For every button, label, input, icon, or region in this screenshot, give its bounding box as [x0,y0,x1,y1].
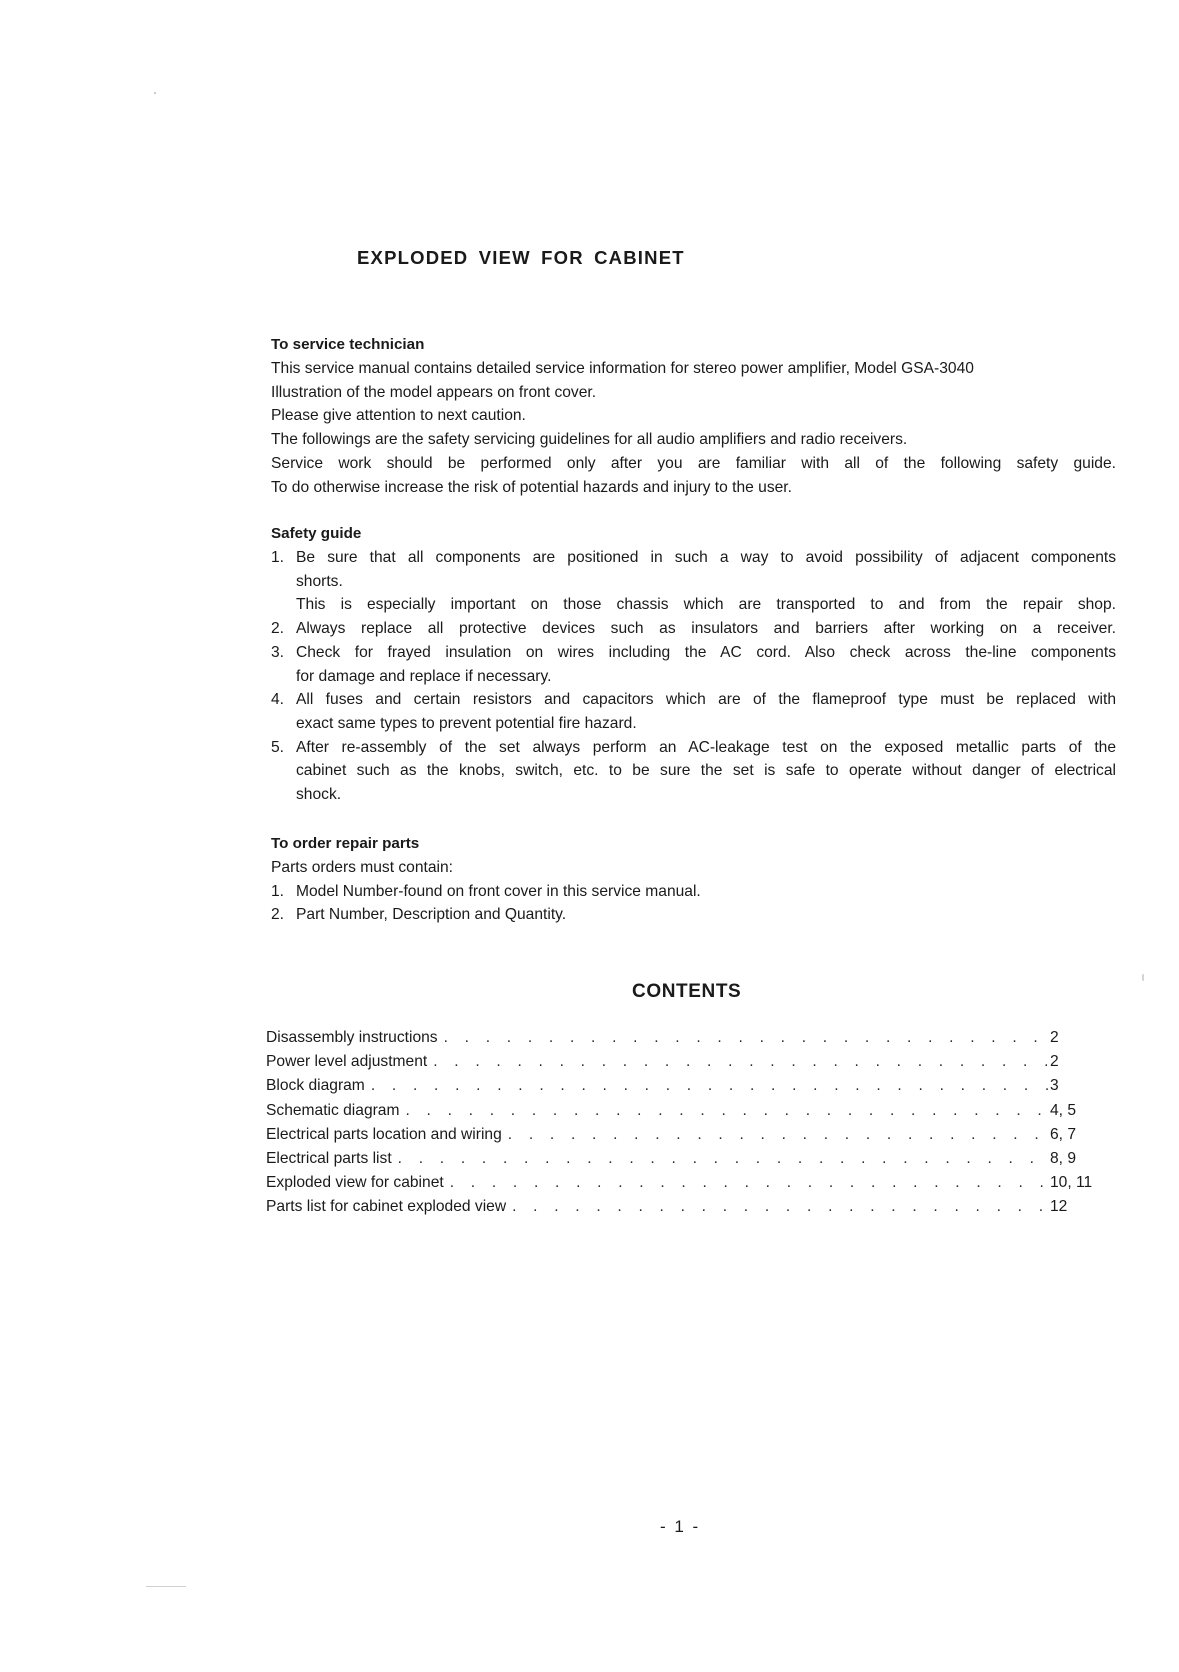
technician-line: The followings are the safety servicing guidelines for all audio amplifiers and radio receivers. [271,431,908,449]
technician-line: Please give attention to next caution. [271,407,526,425]
order-list [271,880,1116,927]
toc-leader-dots [398,1147,1048,1171]
toc-entry[interactable] [266,1099,1108,1123]
safety-heading: Safety guide [271,525,362,542]
list-number: 3. [271,643,285,661]
scan-speck [1142,974,1144,981]
safety-item-line: Be sure that all components are positioned in such a way to avoid possibility of adjacent components [296,549,1116,566]
toc-entry-page: 3 [1050,1077,1059,1095]
safety-item-line: Always replace all protective devices such as insulators and barriers after working on a receiver. [296,620,1116,638]
safety-item-line: After re-assembly of the set always perform an AC-leakage test on the exposed metallic parts of the [296,738,1116,756]
technician-heading: To service technician [271,336,425,353]
technician-section [271,333,1116,499]
toc-entry-label: Electrical parts list [266,1149,392,1167]
safety-item-line: shock. [296,786,342,804]
toc-entry[interactable] [266,1171,1108,1195]
toc-entry[interactable] [266,1026,1108,1050]
list-number: 1. [271,882,285,900]
contents-title: CONTENTS [632,981,742,1002]
toc-entry[interactable] [266,1195,1108,1219]
list-number: 2. [271,620,285,638]
order-item-text: Part Number, Description and Quantity. [296,906,567,924]
toc-leader-dots [433,1050,1048,1074]
toc-entry-label: Electrical parts location and wiring [266,1125,502,1143]
list-item [271,736,1116,807]
safety-section [271,522,1116,807]
technician-line: This service manual contains detailed service information for stereo power amplifier, Model GSA-3040 [271,360,974,377]
list-item [271,688,1116,735]
safety-item-line: All fuses and certain resistors and capacitors which are of the flameproof type must be replaced with [296,691,1116,709]
toc-leader-dots [508,1123,1048,1147]
page-title: EXPLODED VIEW FOR CABINET [357,247,685,268]
list-number: 2. [271,906,285,924]
order-intro: Parts orders must contain: [271,859,454,876]
scan-speck [154,92,156,94]
order-heading: To order repair parts [271,835,420,852]
order-item-text: Model Number-found on front cover in this service manual. [296,882,701,900]
list-item [271,641,1116,688]
toc-entry[interactable] [266,1050,1108,1074]
page-number: - 1 - [660,1517,701,1536]
list-item [271,617,1116,641]
toc-entry-page: 10, 11 [1050,1174,1093,1192]
toc-entry-page: 8, 9 [1050,1149,1077,1167]
list-number: 1. [271,549,285,566]
safety-item-line: for damage and replace if necessary. [296,667,552,685]
safety-item-line: This is especially important on those chassis which are transported to and from the repair shop. [296,596,1116,614]
toc-entry-page: 12 [1050,1198,1068,1216]
list-item [271,546,1116,617]
toc-entry-label: Parts list for cabinet exploded view [266,1198,507,1216]
safety-item-line: shorts. [296,572,343,590]
list-number: 5. [271,738,285,756]
list-number: 4. [271,691,285,709]
technician-line: Illustration of the model appears on front cover. [271,383,597,401]
toc-entry-label: Exploded view for cabinet [266,1174,444,1192]
safety-item-line: cabinet such as the knobs, switch, etc. to be sure the set is safe to operate without danger of electrical [296,762,1116,780]
toc-entry-label: Power level adjustment [266,1053,428,1071]
toc-entry[interactable] [266,1074,1108,1098]
scan-speck [146,1586,186,1587]
list-item [271,880,1116,904]
toc-leader-dots [371,1074,1048,1098]
order-section [271,832,1116,927]
toc-entry-label: Block diagram [266,1077,365,1095]
toc-leader-dots [444,1026,1048,1050]
toc-entry[interactable] [266,1123,1108,1147]
toc-entry-label: Schematic diagram [266,1101,400,1119]
safety-item-line: Check for frayed insulation on wires including the AC cord. Also check across the-line components [296,643,1116,661]
technician-line: To do otherwise increase the risk of potential hazards and injury to the user. [271,478,792,496]
safety-list [271,546,1116,807]
toc-entry-page: 4, 5 [1050,1101,1077,1119]
toc-leader-dots [450,1171,1048,1195]
list-item [271,903,1116,927]
toc-entry-label: Disassembly instructions [266,1029,438,1046]
toc-entry-page: 6, 7 [1050,1125,1077,1143]
toc-leader-dots [405,1099,1048,1123]
table-of-contents [266,1026,1108,1220]
technician-line: Service work should be performed only after you are familiar with all of the following safety guide. [271,454,1116,472]
safety-item-line: exact same types to prevent potential fire hazard. [296,714,637,732]
toc-entry[interactable] [266,1147,1108,1171]
toc-leader-dots [512,1195,1048,1219]
toc-entry-page: 2 [1050,1029,1059,1046]
toc-entry-page: 2 [1050,1053,1059,1071]
